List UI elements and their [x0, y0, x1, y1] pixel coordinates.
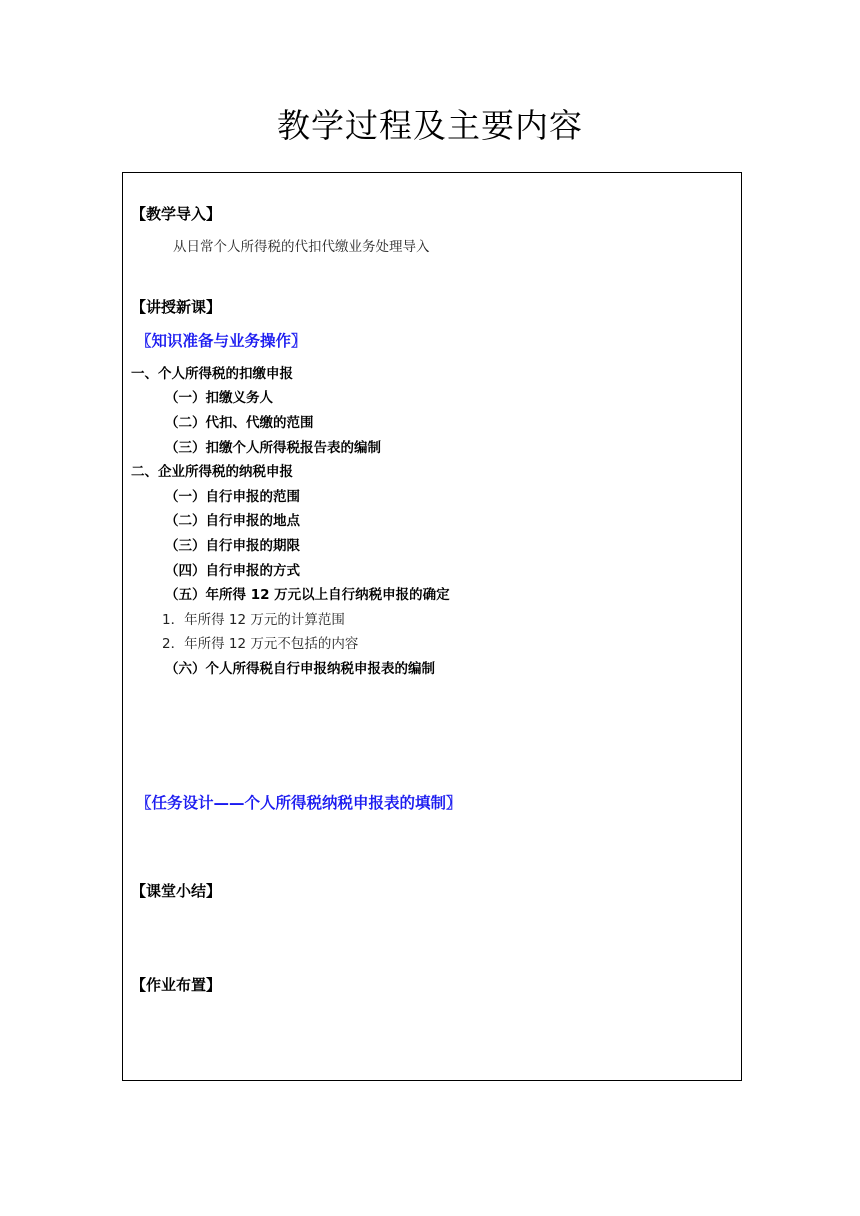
list-item: （三）自行申报的期限 [165, 538, 300, 554]
intro-text: 从日常个人所得税的代扣代缴业务处理导入 [173, 239, 430, 255]
homework-heading: 【作业布置】 [131, 976, 222, 994]
knowledge-heading: 〖知识准备与业务操作〗 [136, 332, 307, 350]
list-item: （三）扣缴个人所得税报告表的编制 [165, 440, 381, 456]
list-item: （五）年所得 12 万元以上自行纳税申报的确定 [165, 587, 450, 603]
page-title: 教学过程及主要内容 [277, 106, 583, 145]
task-heading: 〖任务设计——个人所得税纳税申报表的填制〗 [136, 794, 462, 812]
list-item: （一）扣缴义务人 [165, 390, 273, 406]
intro-heading: 【教学导入】 [131, 205, 222, 223]
list-item: （二）代扣、代缴的范围 [165, 415, 314, 431]
summary-heading: 【课堂小结】 [131, 882, 222, 900]
lecture-heading: 【讲授新课】 [131, 298, 222, 316]
section1-title: 一、个人所得税的扣缴申报 [131, 366, 293, 382]
list-item: （四）自行申报的方式 [165, 563, 300, 579]
section2-title: 二、企业所得税的纳税申报 [131, 464, 293, 480]
list-item: （二）自行申报的地点 [165, 513, 300, 529]
list-item: （一）自行申报的范围 [165, 489, 300, 505]
list-item: （六）个人所得税自行申报纳税申报表的编制 [165, 661, 435, 677]
sub-list-item: 1．年所得 12 万元的计算范围 [162, 612, 345, 628]
sub-list-item: 2．年所得 12 万元不包括的内容 [162, 636, 359, 652]
